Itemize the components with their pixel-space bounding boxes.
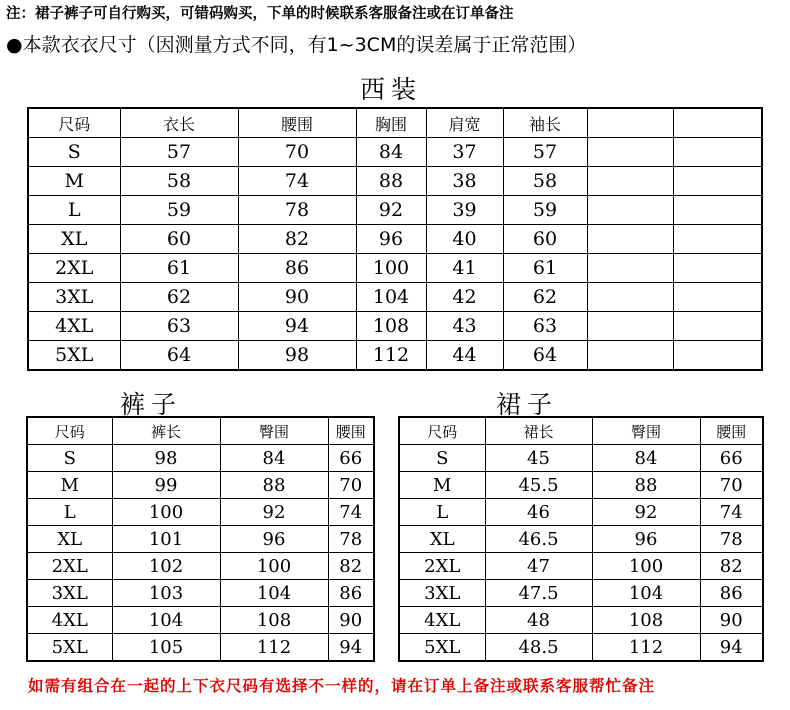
table-row [28,254,762,283]
measurement-cell [587,254,673,283]
size-cell: 5XL [28,341,120,371]
pants-title: 裤子 [120,390,183,419]
measurement-cell: 96 [220,526,328,553]
measurement-cell: 100 [112,499,220,526]
table-row [399,445,763,472]
size-cell: 2XL [399,553,485,580]
header-cell: 肩宽 [426,108,503,138]
measurement-cell [587,283,673,312]
table-row [27,472,374,499]
header-cell: 衣长 [120,108,238,138]
measurement-cell: 74 [238,167,356,196]
measurement-cell: 88 [592,472,700,499]
header-cell [587,108,673,138]
table-row [28,341,762,371]
size-cell: XL [399,526,485,553]
measurement-cell [673,254,762,283]
measurement-cell: 37 [426,138,503,167]
measurement-cell [673,283,762,312]
header-cell: 裤长 [112,417,220,445]
size-cell: 2XL [28,254,120,283]
measurement-cell: 40 [426,225,503,254]
measurement-cell: 60 [503,225,587,254]
table-row [28,225,762,254]
measurement-cell: 94 [238,312,356,341]
header-cell: 尺码 [399,417,485,445]
measurement-cell: 90 [700,607,763,634]
header-cell: 胸围 [356,108,426,138]
measurement-cell: 84 [220,445,328,472]
measurement-cell: 82 [700,553,763,580]
measurement-cell: 94 [700,634,763,662]
measurement-cell: 101 [112,526,220,553]
size-cell: S [27,445,112,472]
size-cell: 2XL [27,553,112,580]
measurement-cell: 45.5 [485,472,592,499]
measurement-cell: 70 [328,472,374,499]
size-cell: 5XL [399,634,485,662]
measurement-cell: 94 [328,634,374,662]
measurement-cell [673,312,762,341]
measurement-cell: 58 [120,167,238,196]
measurement-cell: 45 [485,445,592,472]
pants-size-table [26,416,375,662]
measurement-cell [673,167,762,196]
measurement-cell: 108 [592,607,700,634]
measurement-cell: 44 [426,341,503,371]
size-cell: 4XL [399,607,485,634]
measurement-cell: 82 [238,225,356,254]
measurement-cell: 42 [426,283,503,312]
header-cell: 臀围 [220,417,328,445]
measurement-cell: 112 [356,341,426,371]
measurement-cell: 84 [356,138,426,167]
measurement-cell: 92 [220,499,328,526]
header-cell: 腰围 [700,417,763,445]
measurement-cell: 99 [112,472,220,499]
table-row [27,445,374,472]
measurement-cell: 96 [356,225,426,254]
header-cell [673,108,762,138]
table-row [28,167,762,196]
table-header-row [399,417,763,445]
measurement-cell [587,167,673,196]
measurement-cell: 92 [592,499,700,526]
skirt-size-table [398,416,764,662]
table-row [399,553,763,580]
measurement-cell: 112 [220,634,328,662]
size-cell: 4XL [27,607,112,634]
measurement-cell [587,138,673,167]
size-cell: L [399,499,485,526]
measurement-cell: 57 [120,138,238,167]
measurement-cell: 39 [426,196,503,225]
measurement-cell: 66 [328,445,374,472]
combination-footer-note: 如需有组合在一起的上下衣尺码有选择不一样的，请在订单上备注或联系客服帮忙备注 [28,677,656,695]
measurement-cell: 90 [238,283,356,312]
suit-size-table [27,107,763,371]
measurement-cell: 104 [220,580,328,607]
measurement-cell: 104 [592,580,700,607]
measurement-cell: 60 [120,225,238,254]
table-row [27,634,374,662]
measurement-cell: 108 [356,312,426,341]
measurement-cell: 105 [112,634,220,662]
measurement-cell: 64 [503,341,587,371]
measurement-cell: 86 [238,254,356,283]
measurement-cell: 86 [700,580,763,607]
table-row [27,526,374,553]
measurement-cell: 90 [328,607,374,634]
measurement-cell: 98 [112,445,220,472]
size-cell: L [27,499,112,526]
size-cell: L [28,196,120,225]
table-header-row [28,108,762,138]
skirt-title: 裙子 [496,390,559,419]
measurement-cell: 74 [328,499,374,526]
measurement-cell: 46.5 [485,526,592,553]
size-cell: M [27,472,112,499]
table-header-row [27,417,374,445]
purchase-note: 注：裙子裤子可自行购买，可错码购买，下单的时候联系客服备注或在订单备注 [6,6,514,22]
size-cell: S [399,445,485,472]
header-cell: 腰围 [238,108,356,138]
measurement-cell: 59 [503,196,587,225]
table-row [28,196,762,225]
measurement-cell: 98 [238,341,356,371]
table-row [27,553,374,580]
measurement-cell: 74 [700,499,763,526]
measurement-cell: 57 [503,138,587,167]
measurement-cell: 46 [485,499,592,526]
size-cell: 3XL [399,580,485,607]
measurement-cell: 78 [328,526,374,553]
table-row [27,607,374,634]
size-cell: S [28,138,120,167]
measurement-cell: 88 [220,472,328,499]
suit-title: 西装 [360,75,423,104]
measurement-cell: 47 [485,553,592,580]
measurement-cell: 82 [328,553,374,580]
size-cell: 3XL [27,580,112,607]
measurement-cell: 61 [120,254,238,283]
measurement-cell: 102 [112,553,220,580]
measurement-cell [587,341,673,371]
measurement-cell: 63 [120,312,238,341]
measurement-cell [673,225,762,254]
measurement-cell: 104 [112,607,220,634]
measurement-cell: 78 [700,526,763,553]
measurement-cell: 92 [356,196,426,225]
measurement-cell [673,196,762,225]
table-row [399,634,763,662]
header-cell: 尺码 [28,108,120,138]
measurement-cell [587,312,673,341]
measurement-cell [587,225,673,254]
size-cell: XL [27,526,112,553]
measurement-cell: 84 [592,445,700,472]
measurement-cell: 48.5 [485,634,592,662]
table-row [399,580,763,607]
measurement-cell: 108 [220,607,328,634]
table-row [28,138,762,167]
measurement-cell: 70 [238,138,356,167]
measurement-cell: 70 [700,472,763,499]
table-row [27,580,374,607]
measurement-cell [587,196,673,225]
header-cell: 袖长 [503,108,587,138]
measurement-cell: 38 [426,167,503,196]
measurement-cell: 86 [328,580,374,607]
measurement-cell: 61 [503,254,587,283]
measurement-cell: 100 [592,553,700,580]
measurement-cell: 41 [426,254,503,283]
measurement-cell: 66 [700,445,763,472]
header-cell: 裙长 [485,417,592,445]
measurement-cell: 64 [120,341,238,371]
measurement-cell [673,138,762,167]
header-cell: 腰围 [328,417,374,445]
table-row [399,472,763,499]
size-cell: M [28,167,120,196]
size-cell: XL [28,225,120,254]
measurement-cell: 88 [356,167,426,196]
size-cell: 4XL [28,312,120,341]
measurement-cell: 104 [356,283,426,312]
header-cell: 尺码 [27,417,112,445]
table-row [28,312,762,341]
measurement-cell: 48 [485,607,592,634]
table-row [399,526,763,553]
table-row [399,499,763,526]
measurement-cell: 100 [220,553,328,580]
size-cell: M [399,472,485,499]
measurement-cell: 63 [503,312,587,341]
measurement-cell: 43 [426,312,503,341]
size-intro: ●本款衣衣尺寸（因测量方式不同，有1~3CM的误差属于正常范围） [6,34,587,56]
size-cell: 3XL [28,283,120,312]
table-row [27,499,374,526]
measurement-cell: 62 [503,283,587,312]
measurement-cell [673,341,762,371]
measurement-cell: 47.5 [485,580,592,607]
table-row [399,607,763,634]
size-cell: 5XL [27,634,112,662]
measurement-cell: 96 [592,526,700,553]
measurement-cell: 58 [503,167,587,196]
measurement-cell: 100 [356,254,426,283]
measurement-cell: 103 [112,580,220,607]
measurement-cell: 112 [592,634,700,662]
header-cell: 臀围 [592,417,700,445]
measurement-cell: 78 [238,196,356,225]
table-row [28,283,762,312]
measurement-cell: 62 [120,283,238,312]
measurement-cell: 59 [120,196,238,225]
